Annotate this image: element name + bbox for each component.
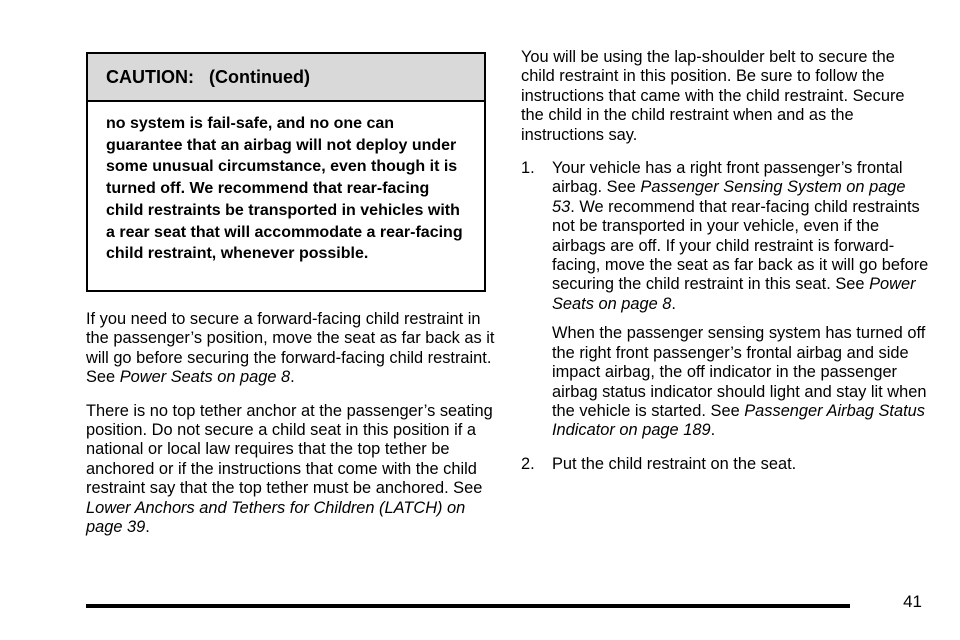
list-text-a: Your vehicle has a right front passenger’s frontal airbag. See (552, 159, 903, 197)
cross-reference-passenger-sensing: Passenger Sensing System on page 53 (552, 178, 906, 216)
right-column (521, 48, 931, 474)
cross-reference-latch: Lower Anchors and Tethers for Children (LATCH) on page 39 (86, 498, 466, 537)
list-text-b: . We recommend that rear-facing child restraints not be transported in your vehicle, even if the airbags are off. If your child restraint is forward-facing, move the seat as far back as it will go before securing the child restraint in this seat. See (552, 197, 929, 294)
cross-reference-power-seats-2: Power Seats on page 8 (552, 275, 916, 313)
punctuation: . (710, 421, 716, 440)
paragraph-forward-facing (86, 310, 498, 388)
page-number: 41 (903, 592, 922, 611)
paragraph-text: If you need to secure a forward-facing child restraint in the passenger’s position, move the seat as far back as it will go before securing the forward-facing child restraint. See (86, 310, 495, 387)
list-number: 2. (521, 454, 535, 473)
left-column (86, 310, 498, 551)
caution-header: CAUTION: (Continued) (88, 54, 484, 102)
list-item-2 (521, 455, 931, 474)
cross-reference-power-seats: Power Seats on page 8 (119, 368, 291, 387)
paragraph-text: When the passenger sensing system has turned off the right front passenger’s frontal airbag and side impact airbag, the off indicator in the passenger airbag status indicator should light and stay lit when the vehicle is started. See (552, 324, 927, 420)
footer-rule (86, 604, 850, 608)
cross-reference-airbag-status: Passenger Airbag Status Indicator on page 189 (552, 401, 925, 440)
paragraph-status-indicator (521, 324, 931, 440)
punctuation: . (145, 518, 150, 537)
caution-box (86, 52, 486, 292)
caution-body: no system is fail-safe, and no one can guarantee that an airbag will not deploy under some unusual circumstance, even though it is turned off. We recommend that rear-facing child restraints be transported in vehicles with a rear seat that will accommodate a rear-facing child restraint, whenever possible. (106, 115, 463, 263)
list-item-text: Put the child restraint on the seat. (552, 454, 797, 473)
paragraph-text: There is no top tether anchor at the passenger’s seating position. Do not secure a child seat in this position if a national or local law requires that the top tether be anchored or if the instructions that come with the child restraint say that the top tether must be anchored. See (86, 401, 493, 498)
list-item-text (552, 159, 931, 314)
punctuation: . (290, 368, 295, 387)
paragraph-intro: You will be using the lap-shoulder belt to secure the child restraint in this position. Be sure to follow the instructions that came with the child restraint. Secure the child in the child restraint when and as the instructions say. (521, 48, 905, 144)
list-number: 1. (521, 159, 535, 178)
list-item-1 (521, 159, 931, 314)
paragraph-top-tether (86, 402, 498, 538)
punctuation: . (671, 294, 676, 313)
